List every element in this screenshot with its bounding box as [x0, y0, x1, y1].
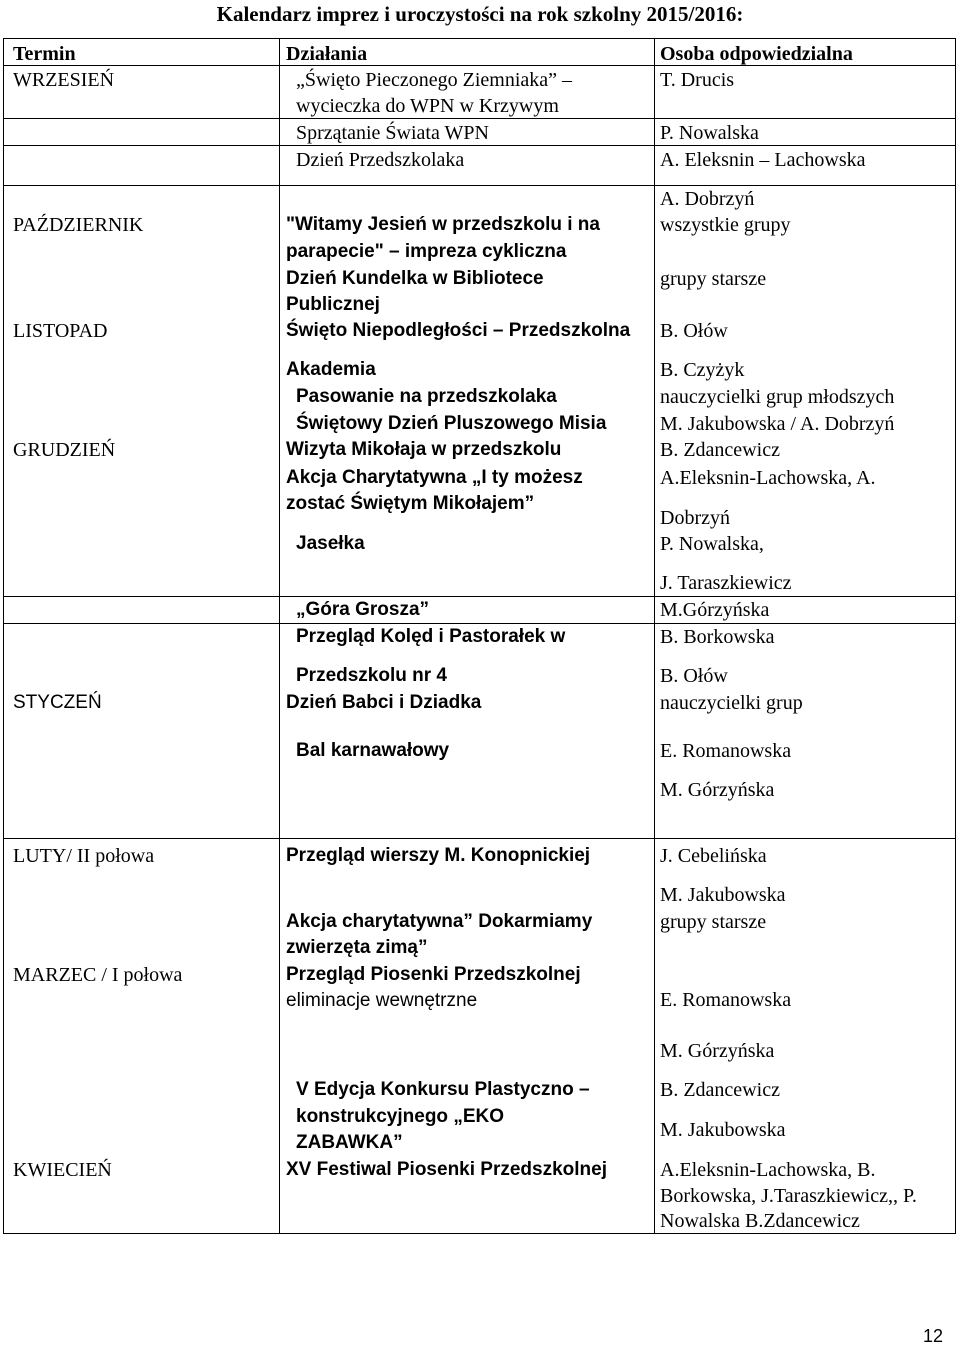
responsible-text: M. Górzyńska [660, 779, 775, 801]
document-title: Kalendarz imprez i uroczystości na rok szkolny 2015/2016: [216, 2, 744, 26]
responsible-text: J. Cebelińska [660, 845, 767, 867]
event-text: „Góra Grosza” [296, 599, 430, 620]
month-label: LISTOPAD [13, 320, 108, 342]
event-text: wycieczka do WPN w Krzywym [296, 95, 559, 117]
responsible-text: M. Jakubowska [660, 1119, 786, 1141]
event-text: XV Festiwal Piosenki Przedszkolnej [286, 1159, 608, 1180]
responsible-text: E. Romanowska [660, 740, 792, 762]
responsible-text: J. Taraszkiewicz [660, 572, 792, 594]
responsible-text: B. Ołów [660, 665, 728, 687]
page-number: 12 [922, 1326, 943, 1346]
responsible-text: T. Drucis [660, 69, 735, 91]
responsible-text: grupy starsze [660, 911, 767, 933]
month-label: WRZESIEŃ [13, 69, 115, 91]
event-text: Akademia [286, 359, 376, 380]
responsible-text: E. Romanowska [660, 989, 792, 1011]
event-text: "Witamy Jesień w przedszkolu i na [286, 214, 600, 235]
responsible-text: Nowalska B.Zdancewicz [660, 1210, 860, 1232]
responsible-text: B. Czyżyk [660, 359, 745, 381]
row-divider [3, 596, 956, 597]
responsible-text: wszystkie grupy [660, 214, 791, 236]
header-osoba: Osoba odpowiedzialna [660, 43, 853, 65]
responsible-text: B. Ołów [660, 320, 728, 342]
row-divider [3, 838, 956, 839]
responsible-text: M. Górzyńska [660, 1040, 775, 1062]
event-text: Akcja Charytatywna „I ty możesz [286, 467, 583, 488]
event-text: Przedszkolu nr 4 [296, 665, 447, 686]
header-dzialania: Działania [286, 43, 368, 65]
responsible-text: grupy starsze [660, 268, 767, 290]
event-text: Przegląd Kolęd i Pastorałek w [296, 626, 566, 647]
event-text: „Święto Pieczonego Ziemniaka” – [296, 69, 573, 91]
event-text: Dzień Kundelka w Bibliotece [286, 268, 544, 289]
event-text: Jasełka [296, 533, 365, 554]
event-text: parapecie" – impreza cykliczna [286, 241, 567, 262]
event-text: Święto Niepodległości – Przedszkolna [286, 320, 631, 341]
event-text: zwierzęta zimą” [286, 937, 428, 958]
month-label: STYCZEŃ [13, 692, 102, 713]
responsible-text: B. Zdancewicz [660, 439, 780, 461]
event-text: Świętowy Dzień Pluszowego Misia [296, 413, 607, 434]
event-text: Dzień Babci i Dziadka [286, 692, 482, 713]
responsible-text: nauczycielki grup młodszych [660, 386, 895, 408]
month-label: LUTY/ II połowa [13, 845, 155, 867]
responsible-text: B. Borkowska [660, 626, 775, 648]
event-text: Pasowanie na przedszkolaka [296, 386, 557, 407]
event-text: Wizyta Mikołaja w przedszkolu [286, 439, 562, 460]
event-text: Dzień Przedszkolaka [296, 149, 465, 171]
responsible-text: P. Nowalska, [660, 533, 764, 555]
month-label: MARZEC / I połowa [13, 964, 183, 986]
row-divider [3, 185, 956, 186]
column-divider [279, 38, 280, 1234]
event-text: Publicznej [286, 294, 380, 315]
header-termin: Termin [13, 43, 76, 65]
event-text: Akcja charytatywna” Dokarmiamy [286, 911, 593, 932]
event-text: Sprzątanie Świata WPN [296, 122, 489, 144]
responsible-text: nauczycielki grup [660, 692, 803, 714]
event-text: Bal karnawałowy [296, 740, 450, 761]
responsible-text: A.Eleksnin-Lachowska, A. [660, 467, 876, 489]
month-label: GRUDZIEŃ [13, 439, 116, 461]
responsible-text: Dobrzyń [660, 507, 730, 529]
responsible-text: M. Jakubowska / A. Dobrzyń [660, 413, 895, 435]
month-label: KWIECIEŃ [13, 1159, 112, 1181]
responsible-text: P. Nowalska [660, 122, 759, 144]
responsible-text: B. Zdancewicz [660, 1079, 780, 1101]
event-text: Przegląd Piosenki Przedszkolnej [286, 964, 581, 985]
event-text: konstrukcyjnego „EKO [296, 1106, 504, 1127]
event-text: zostać Świętym Mikołajem” [286, 493, 535, 514]
responsible-text: M.Górzyńska [660, 599, 770, 621]
responsible-text: A. Eleksnin – Lachowska [660, 149, 866, 171]
responsible-text: A. Dobrzyń [660, 188, 755, 210]
event-text: eliminacje wewnętrzne [286, 990, 478, 1011]
event-text: Przegląd wierszy M. Konopnickiej [286, 845, 591, 866]
month-label: PAŹDZIERNIK [13, 214, 144, 236]
responsible-text: A.Eleksnin-Lachowska, B. [660, 1159, 876, 1181]
column-divider [654, 38, 655, 1234]
event-text: V Edycja Konkursu Plastyczno – [296, 1079, 590, 1100]
responsible-text: M. Jakubowska [660, 884, 786, 906]
event-text: ZABAWKA” [296, 1132, 403, 1153]
responsible-text: Borkowska, J.Taraszkiewicz,, P. [660, 1185, 917, 1207]
